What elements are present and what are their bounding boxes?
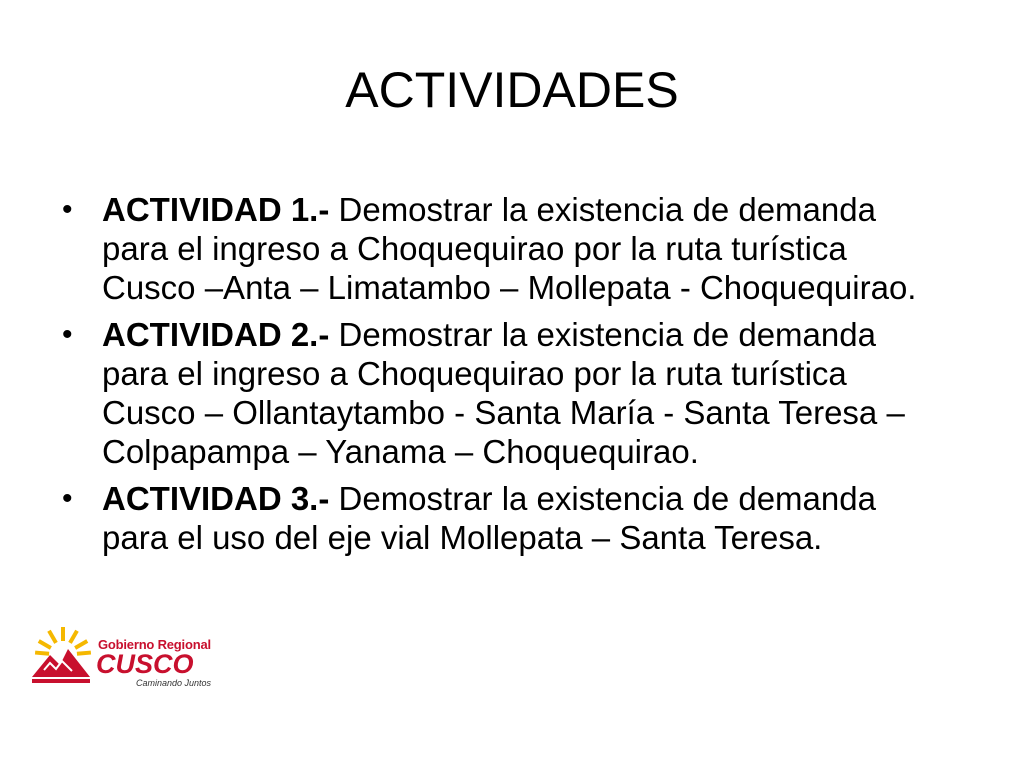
- logo-line2: CUSCO: [96, 649, 194, 679]
- list-item-activity-2: [62, 315, 942, 471]
- logo-line1: Gobierno Regional: [98, 637, 211, 652]
- activity-1-lead: ACTIVIDAD 1.-: [102, 191, 330, 228]
- activity-1-text: Demostrar la existencia de demanda para el ingreso a Choquequirao por la ruta turística Cusco –Anta – Limatambo – Mollepata - Choquequirao.: [102, 191, 917, 306]
- bullet-icon: •: [62, 318, 73, 351]
- activity-3-text: Demostrar la existencia de demanda para el uso del eje vial Mollepata – Santa Teresa.: [102, 480, 876, 556]
- bullet-icon: •: [62, 193, 73, 226]
- activity-2-lead: ACTIVIDAD 2.-: [102, 316, 330, 353]
- sun-mountain-icon: [28, 625, 98, 695]
- logo-tagline: Caminando Juntos: [136, 678, 212, 688]
- bullet-icon: •: [62, 482, 73, 515]
- list-item-activity-1: [62, 190, 942, 307]
- activity-list: [62, 190, 942, 565]
- activity-3-lead: ACTIVIDAD 3.-: [102, 480, 330, 517]
- gobierno-regional-cusco-logo: [28, 625, 223, 695]
- list-item-activity-3: [62, 479, 942, 557]
- slide-title: ACTIVIDADES: [345, 62, 679, 118]
- activity-2-text: Demostrar la existencia de demanda para el ingreso a Choquequirao por la ruta turística Cusco – Ollantaytambo - Santa María - Santa Teresa – Colpapampa – Yanama – Choquequirao.: [102, 316, 905, 470]
